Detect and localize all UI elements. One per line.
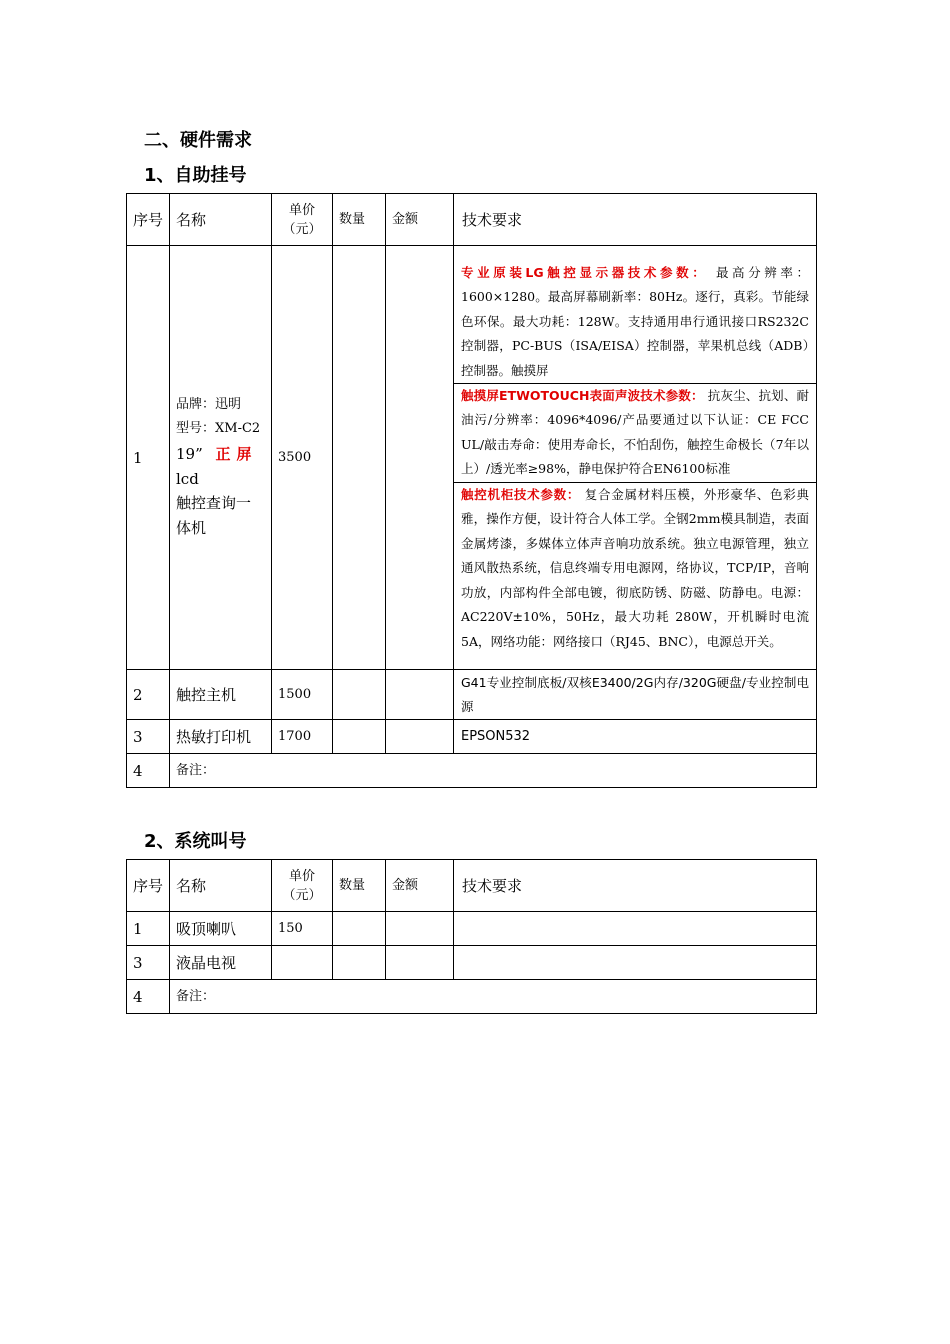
row-seq: 4	[127, 980, 170, 1014]
table-row	[127, 246, 817, 670]
table-header-row	[127, 860, 817, 912]
row-qty	[333, 246, 386, 670]
row-amount	[386, 720, 454, 754]
queue-calling-table	[126, 859, 817, 1014]
header-tech: 技术要求	[454, 860, 817, 912]
tech3-body: 复合金属材料压模，外形豪华、色彩典雅，操作方便，设计符合人体工学。全钢2mm模具制造，表面金属烤漆，多媒体立体声音响功放系统。独立电源管理，独立通风散热系统，信息终端专用电源网，络协议，TCP/IP，音响功放，内部构件全部电镀，彻底防锈、防磁、防静电。电源：AC220V±10%，50Hz，最大功耗 280W，开机瞬时电流 5A，网络功能：网络接口（RJ45、BNC），电源总开关。	[461, 486, 809, 649]
brand-text: 品牌：迅明	[176, 396, 242, 412]
row-name: 触控主机	[170, 670, 272, 720]
row-name: 热敏打印机	[170, 720, 272, 754]
row-note: 备注：	[170, 980, 817, 1014]
table2-title: 2、系统叫号	[144, 831, 247, 852]
row-qty	[333, 670, 386, 720]
header-amount: 金额	[386, 860, 454, 912]
section-title: 二、硬件需求	[144, 130, 252, 151]
row-tech: EPSON532	[454, 720, 817, 754]
header-tech: 技术要求	[454, 194, 817, 246]
row-name: 吸顶喇叭	[170, 912, 272, 946]
header-qty: 数量	[333, 860, 386, 912]
row-price: 1500	[272, 670, 333, 720]
row-tech: G41专业控制底板/双核E3400/2G内存/320G硬盘/专业控制电源	[454, 670, 817, 720]
row-tech	[454, 912, 817, 946]
header-qty: 数量	[333, 194, 386, 246]
product-text: 触控查询一体机	[176, 493, 252, 537]
row-qty	[333, 720, 386, 754]
row-seq: 2	[127, 670, 170, 720]
table-row	[127, 670, 817, 720]
tech1-body: 最高分辨率：1600×1280。最高屏幕刷新率：80Hz。逐行，真彩。节能绿色环保。最大功耗：128W。支持通用串行通讯接口RS232C控制器，PC-BUS（ISA/EISA）控制器，苹果机总线（ADB）控制器。触摸屏	[461, 264, 809, 378]
table-row	[127, 980, 817, 1014]
row-name-cell	[170, 246, 272, 670]
row-seq: 1	[127, 912, 170, 946]
table-header-row	[127, 194, 817, 246]
row-tech	[454, 946, 817, 980]
tech-block-2	[454, 384, 816, 483]
row-seq: 3	[127, 720, 170, 754]
row-note: 备注：	[170, 754, 817, 788]
header-price: 单价（元）	[272, 860, 333, 912]
tech3-title: 触控机柜技术参数：	[461, 486, 581, 502]
tech2-body: 抗灰尘、抗划、耐油污/分辨率：4096*4096/产品要通过以下认证：CE FCC UL/敲击寿命：使用寿命长，不怕刮伤，触控生命极长（7年以上）/透光率≥98%，静电保护符合EN6100标准	[461, 387, 809, 477]
row-name: 液晶电视	[170, 946, 272, 980]
header-price: 单价（元）	[272, 194, 333, 246]
row-amount	[386, 912, 454, 946]
row-price: 150	[272, 912, 333, 946]
header-name: 名称	[170, 194, 272, 246]
header-seq: 序号	[127, 194, 170, 246]
tech-block-3	[454, 483, 816, 655]
row-amount	[386, 946, 454, 980]
header-amount: 金额	[386, 194, 454, 246]
table-row	[127, 912, 817, 946]
model-text: 型号：XM-C2	[176, 420, 261, 436]
header-seq: 序号	[127, 860, 170, 912]
header-name: 名称	[170, 860, 272, 912]
self-service-registration-table	[126, 193, 817, 788]
row-qty	[333, 912, 386, 946]
row-seq: 3	[127, 946, 170, 980]
row-tech-cell	[454, 246, 817, 670]
table-row	[127, 946, 817, 980]
table-row	[127, 754, 817, 788]
table1-title: 1、自助挂号	[144, 165, 247, 186]
row-seq: 4	[127, 754, 170, 788]
table-row	[127, 720, 817, 754]
lcd-text: lcd	[176, 469, 199, 488]
tech-block-1	[454, 261, 816, 384]
size-text: 19”	[176, 444, 203, 463]
row-seq: 1	[127, 246, 170, 670]
row-price: 3500	[272, 246, 333, 670]
row-price: 1700	[272, 720, 333, 754]
row-price	[272, 946, 333, 980]
size-red-text: 正屏	[215, 444, 258, 463]
row-qty	[333, 946, 386, 980]
tech2-title: 触摸屏ETWOTOUCH表面声波技术参数：	[461, 387, 704, 403]
row-amount	[386, 670, 454, 720]
row-amount	[386, 246, 454, 670]
size-line	[176, 441, 265, 467]
tech1-title: 专业原装LG触控显示器技术参数：	[461, 264, 709, 280]
